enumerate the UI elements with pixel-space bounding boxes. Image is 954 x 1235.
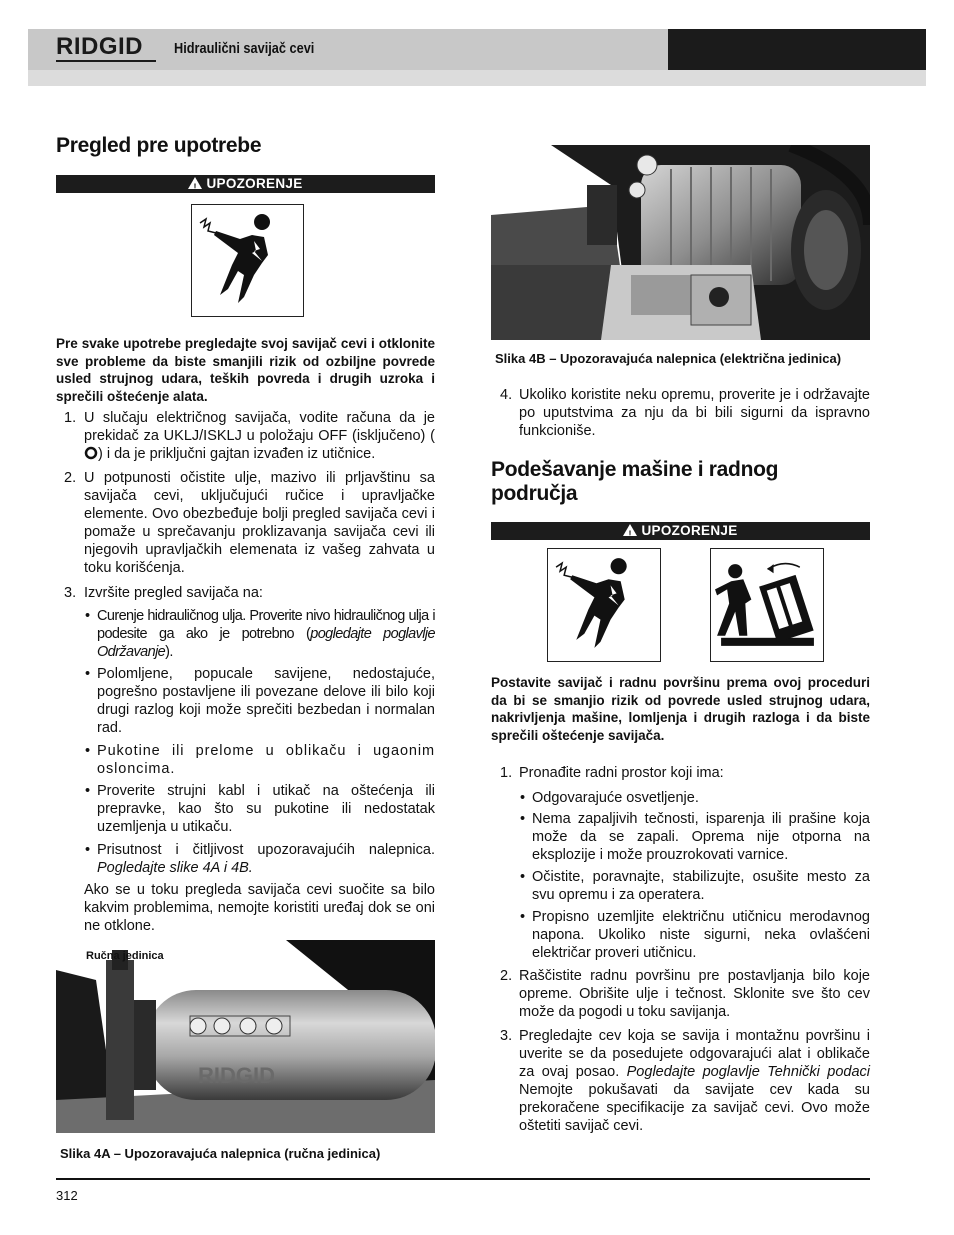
- bullet-dot: •: [520, 909, 526, 925]
- inspection-bullet-3: Pukotine ili prelome u oblikaču i ugaonim osloncima.: [97, 743, 435, 777]
- bullet-dot: •: [85, 666, 91, 682]
- section-heading-setup: [491, 458, 778, 506]
- photo-hand-unit: [56, 940, 435, 1133]
- header-dark-block: [668, 29, 926, 70]
- setup-step3-text-a: Pregledajte cev koja se savija i montažnu površinu i uverite se da posedujete odgovarajući alat i oblikače za ovaj posao.: [519, 1028, 870, 1080]
- inspection-step-4: Ukoliko koristite neku opremu, proverite je i održavajte po uputstvima za nju da bi bili sigurni da ispravno funkcioniše.: [519, 387, 870, 439]
- photo-brand-text: RIDGID: [198, 1063, 275, 1088]
- list-number-1: 1.: [64, 410, 77, 426]
- warning-triangle-icon: [188, 177, 202, 189]
- inspection-bullet-1: [97, 607, 435, 661]
- bullet1-italic: pogledajte poglavlje Održavanje: [97, 626, 435, 660]
- electric-shock-icon: [548, 549, 659, 660]
- list-number-4: 4.: [500, 387, 513, 403]
- tip-over-icon: [711, 549, 822, 660]
- tip-over-pictogram: [710, 548, 824, 662]
- photo-label-hand-unit: Ručna jedinica: [86, 950, 164, 962]
- page-number: 312: [56, 1188, 78, 1203]
- warning-bar-left: [56, 175, 435, 193]
- inspection-step-1: [84, 409, 435, 463]
- setup-heading-line1: Podešavanje mašine i radnog: [491, 458, 779, 481]
- bullet1-tail: ).: [165, 644, 173, 660]
- photo-label-electric-unit: [497, 154, 557, 178]
- bullet1-text: Curenje hidrauličnog ulja. Proverite nivo hidrauličnog ulja i podesite ga ako je potrebno (: [97, 608, 435, 642]
- electric-shock-pictogram: [191, 204, 304, 317]
- setup-bullet-4: Propisno uzemljite električnu utičnicu merodavnog napona. Ukoliko niste sigurni, neka ovlašćeni električar proveri utičnicu.: [532, 909, 870, 961]
- warning-text-right: Postavite savijač i radnu površinu prema ovoj proceduri da bi se smanjio rizik od povrede usled strujnog udara, nakrivljenja mašine, lomljenja i drugih razloga i da biste sprečili oštećenje savijača.: [491, 675, 870, 743]
- bullet5-italic: Pogledajte slike 4A i 4B.: [97, 860, 253, 876]
- hand-unit-illustration: [56, 940, 435, 1133]
- inspection-step-3: Izvršite pregled savijača na:: [84, 585, 263, 601]
- bullet-dot: •: [85, 783, 91, 799]
- setup-step-2: Raščistite radnu površinu pre postavljanja bilo koje opreme. Obrišite ulje i tečnost. Sklonite sve što cev može da pogodi u toku savijanja.: [519, 968, 870, 1020]
- step1-text-a: U slučaju električnog savijača, vodite računa da je prekidač za UKLJ/ISKLJ u položaju OFF (isključeno) (: [84, 410, 435, 444]
- bullet-dot: •: [85, 743, 91, 759]
- setup-step-1: Pronađite radni prostor koji ima:: [519, 765, 724, 781]
- warning-text-left: Pre svake upotrebe pregledajte svoj savijač cevi i otklonite sve probleme da biste smanjili rizik od ozbiljne povrede usled strujnog udara, teških povreda i drugih uzroka i sprečili oštećenje alata.: [56, 336, 435, 404]
- setup-step-3: [519, 1027, 870, 1135]
- bullet-dot: •: [85, 842, 91, 858]
- warning-label: UPOZORENJE: [206, 176, 303, 191]
- list-number-3: 3.: [64, 585, 77, 601]
- ridgid-logo: RIDGID: [56, 33, 143, 60]
- step1-text-b: ) i da je priključni gajtan izvađen iz utičnice.: [98, 446, 376, 462]
- list-number-2: 2.: [64, 470, 77, 486]
- inspection-closing-text: Ako se u toku pregleda savijača cevi suočite sa bilo kakvim problemima, nemojte koristiti uređaj dok se oni ne otklone.: [84, 882, 435, 934]
- electric-shock-icon: [192, 205, 302, 315]
- warning-label: UPOZORENJE: [641, 523, 738, 538]
- figure-caption-4a: Slika 4A – Upozoravajuća nalepnica (ručna jedinica): [60, 1146, 381, 1161]
- list-number-1: 1.: [500, 765, 513, 781]
- figure-caption-4b: Slika 4B – Upozoravajuća nalepnica (električna jedinica): [495, 351, 842, 366]
- warning-bar-right: [491, 522, 870, 540]
- setup-bullet-2: Nema zapaljivih tečnosti, isparenja ili prašine koja može da se zapali. Oprema nije otporna na eksplozije i može prouzrokovati varnice.: [532, 811, 870, 863]
- bullet-dot: •: [85, 608, 91, 624]
- logo-underline: [56, 60, 156, 62]
- list-number-2: 2.: [500, 968, 513, 984]
- inspection-bullet-2: Polomljene, popucale savijene, nedostajuće, pogrešno postavljene ili povezane delove ili bilo koji drugi razlog koji može sprečiti bezbedan i normalan rad.: [97, 666, 435, 736]
- section-heading-inspection: Pregled pre upotrebe: [56, 134, 262, 157]
- footer-rule: [56, 1178, 870, 1180]
- header-title: Hidraulični savijač cevi: [174, 40, 315, 57]
- bullet-dot: •: [520, 811, 526, 827]
- setup-heading-line2: područja: [491, 482, 578, 505]
- header-band-shadow: [28, 70, 926, 86]
- off-symbol-icon: [84, 446, 98, 460]
- inspection-bullet-5: [97, 841, 435, 877]
- bullet-dot: •: [520, 790, 526, 806]
- inspection-bullet-4: Proverite strujni kabl i utikač na oštećenja ili prepravke, kao što su pukotine ili nedostatak uzemljenja u utikaču.: [97, 783, 435, 835]
- electric-shock-pictogram: [547, 548, 661, 662]
- setup-bullet-1: Odgovarajuće osvetljenje.: [532, 790, 699, 806]
- setup-step3-text-b: Nemojte pokušavati da savijate cev kada su prekoračene specifikacije za savijač cevi. Ovo može oštetiti savijač cevi.: [519, 1082, 870, 1134]
- photo-label-line2: jedinica: [506, 166, 548, 178]
- setup-bullet-3: Očistite, poravnajte, stabilizujte, osušite mesto za svu opremu i za operatera.: [532, 869, 870, 903]
- bullet5-text: Prisutnost i čitljivost upozoravajućih nalepnica.: [97, 842, 435, 858]
- photo-label-line1: Električna: [500, 154, 554, 166]
- bullet-dot: •: [520, 869, 526, 885]
- inspection-step-2: U potpunosti očistite ulje, mazivo ili prljavštinu sa savijača cevi, uključujući ručice i upravljačke elemente. Ovo obezbeđuje bolji pregled savijača cevi i pomaže u sprečavanju proklizavanja savijača cevi ili njegovih upravljačkih elemenata iz vašeg zahvata u toku korišćenja.: [84, 470, 435, 576]
- setup-step3-italic: Pogledajte poglavlje Tehnički podaci: [626, 1064, 870, 1080]
- warning-triangle-icon: [623, 524, 637, 536]
- list-number-3: 3.: [500, 1028, 513, 1044]
